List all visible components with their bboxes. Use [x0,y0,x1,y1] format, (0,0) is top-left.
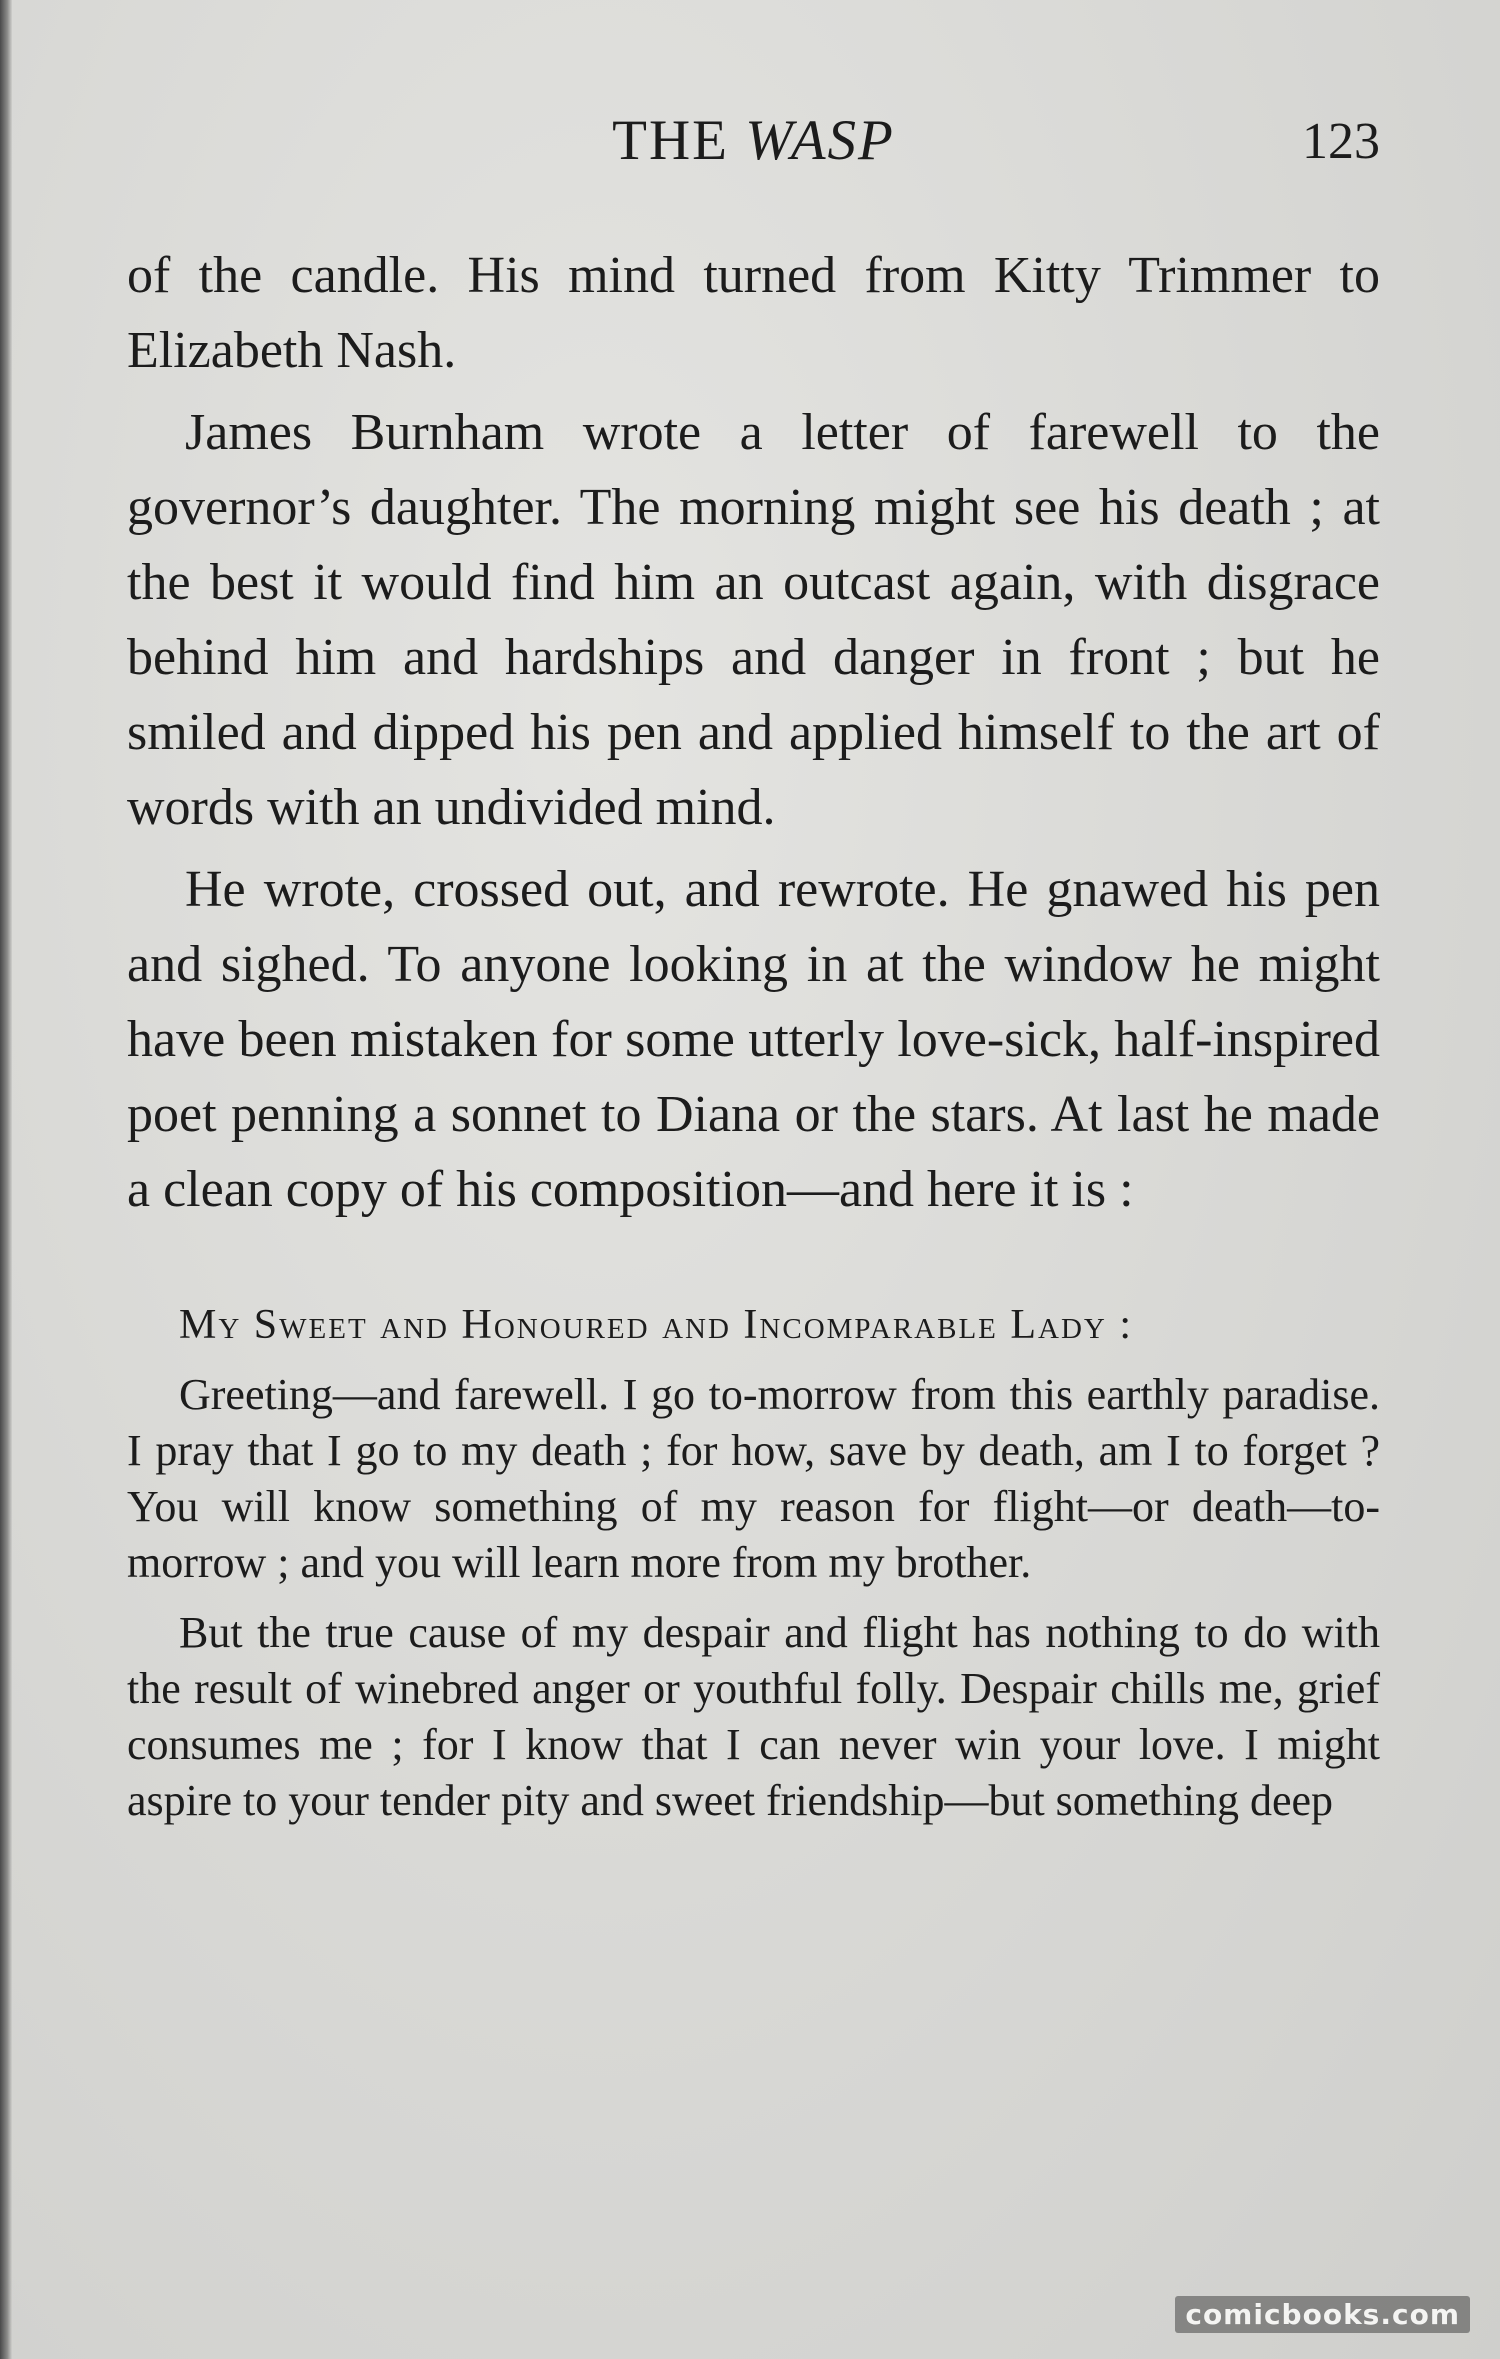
body-paragraph: He wrote, crossed out, and rewrote. He gnawed his pen and sighed. To anyone looking in at the window he might have been mistaken for some utterly love-sick, half-inspired poet penning a sonnet to Diana or the stars. At last he made a clean copy of his composition—and here it is : [127,861,1380,1218]
page-body [127,238,1380,1843]
body-paragraph: James Burnham wrote a letter of farewell to the governor’s daughter. The morning might see his death ; at the best it would find him an outcast again, with disgrace behind him and hardships and danger in front ; but he smiled and dipped his pen and applied himself to the art of words with an undivided mind. [127,404,1380,836]
body-paragraph: of the candle. His mind turned from Kitty Trimmer to Elizabeth Nash. [127,247,1380,379]
running-title [127,108,1380,173]
running-header [127,108,1380,178]
watermark: comicbooks.com [1175,2296,1470,2333]
page-spine-edge [0,0,12,2359]
running-title-prefix: THE [612,109,746,172]
letter-paragraph: Greeting—and farewell. I go to-morrow from this earthly paradise. I pray that I go to my death ; for how, save by death, am I to forget ? You will know something of my reason for flight—or death—to-morrow ; and you will learn more from my brother. [127,1370,1380,1587]
running-title-italic: WASP [745,109,895,172]
letter-salutation: My Sweet and Honoured and Incomparable Lady : [179,1302,1134,1348]
letter [127,1293,1380,1829]
page-number: 123 [1302,113,1380,170]
letter-paragraph: But the true cause of my despair and flight has nothing to do with the result of winebred anger or youthful folly. Despair chills me, grief consumes me ; for I know that I can never win your love. I might aspire to your tender pity and sweet friendship—but something deep [127,1608,1380,1825]
